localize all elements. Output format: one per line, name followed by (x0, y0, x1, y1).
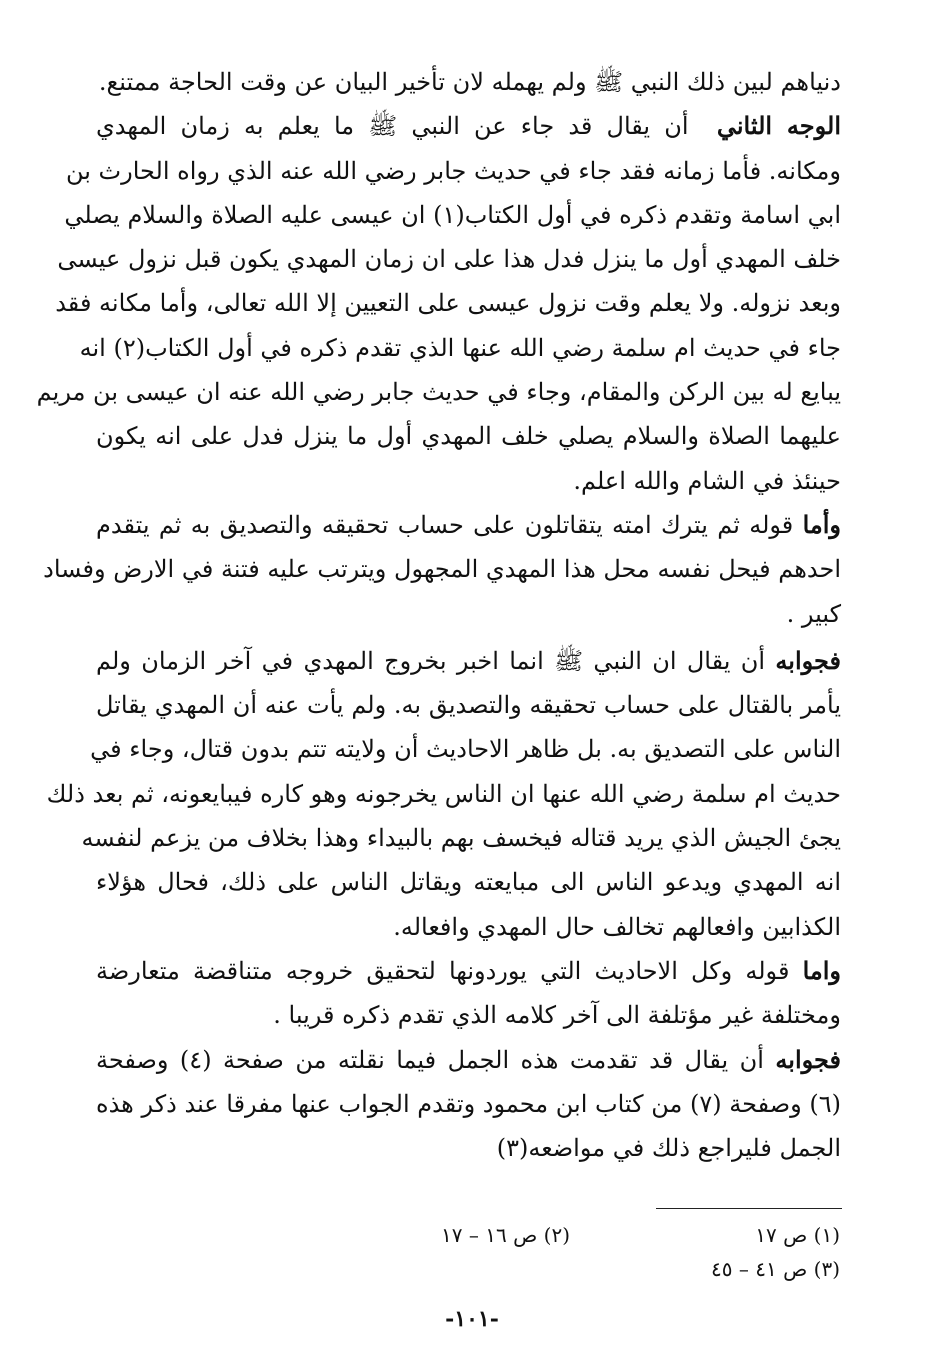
text-line: انه المهدي ويدعو الناس الى مبايعته ويقاتل الناس على ذلك، فحال هؤلاء (96, 868, 841, 897)
footnote-divider (656, 1208, 842, 1209)
text-line (96, 104, 841, 148)
paragraph (96, 949, 841, 1038)
paragraph (46, 639, 841, 949)
paragraph-lead: الوجه الثاني (716, 111, 841, 141)
paragraph (43, 503, 841, 636)
text-line: كبير . (786, 599, 841, 628)
main-text (36, 60, 841, 1170)
text-line-content: أن يقال ان النبي ﷺ انما اخبر بخروج المهدي في آخر الزمان ولم (96, 646, 766, 675)
paragraph-lead: واما (802, 955, 841, 985)
text-line-content: قوله وكل الاحاديث التي يوردونها لتحقيق خروجه متناقضة متعارضة (96, 956, 790, 985)
text-line (96, 1038, 841, 1082)
text-line: خلف المهدي أول ما ينزل فدل هذا على ان زمان المهدي يكون قبل نزول عيسى (57, 245, 841, 274)
text-line: يأمر بالقتال على حساب تحقيقه والتصديق به. ولم يأت عنه أن المهدي يقاتل (96, 691, 841, 720)
paragraph-lead: وأما (802, 509, 841, 539)
text-line: حينئذ في الشام والله اعلم. (573, 466, 841, 495)
text-line: يجئ الجيش الذي يريد قتاله فيخسف بهم بالبيداء وهذا بخلاف من يزعم لنفسه (81, 824, 841, 853)
paragraph-lead: فجوابه (775, 1044, 841, 1074)
text-line: حديث ام سلمة رضي الله عنها ان الناس يخرجونه وهو كاره فيبايعونه، ثم بعد ذلك (46, 779, 841, 808)
text-line-content: قوله ثم يترك امته يتقاتلون على حساب تحقيقه والتصديق به ثم يتقدم (96, 510, 794, 539)
paragraph-lead: فجوابه (775, 645, 841, 675)
text-line (96, 949, 841, 993)
text-line: ومختلفة غير مؤتلفة الى آخر كلامه الذي تقدم ذكره قريبا . (273, 1001, 841, 1030)
paragraph (36, 104, 841, 503)
footnotes (300, 1218, 840, 1286)
footnote-row (300, 1218, 840, 1252)
text-line (96, 639, 841, 683)
page-number: -١٠١- (445, 1306, 499, 1332)
footnote-2: (٢) ص ١٦ – ١٧ (441, 1223, 570, 1247)
text-line: ومكانه. فأما زمانه فقد جاء في حديث جابر رضي الله عنه الذي رواه الحارث بن (65, 156, 841, 185)
paragraph (96, 60, 841, 104)
text-line: ابي اسامة وتقدم ذكره في أول الكتاب(١) ان عيسى عليه الصلاة والسلام يصلي (64, 200, 841, 229)
text-line: جاء في حديث ام سلمة رضي الله عنها الذي تقدم ذكره في أول الكتاب(٢) انه (79, 333, 841, 362)
text-line: (٦) وصفحة (٧) من كتاب ابن محمود وتقدم الجواب عنها مفرقا عند ذكر هذه (96, 1089, 841, 1118)
text-line-content: أن يقال قد تقدمت هذه الجمل فيما نقلته من صفحة (٤) وصفحة (96, 1045, 764, 1074)
text-line: الكذابين وافعالهم تخالف حال المهدي وافعاله. (393, 912, 841, 941)
footnote-1: (١) ص ١٧ (755, 1223, 840, 1247)
text-line (96, 503, 841, 547)
text-line: الناس على التصديق به. بل ظاهر الاحاديث أن ولايته تتم بدون قتال، وجاء في (90, 735, 841, 764)
footnote-3: (٣) ص ٤١ – ٤٥ (711, 1257, 840, 1281)
paragraph (96, 1038, 841, 1171)
text-line: وبعد نزوله. ولا يعلم وقت نزول عيسى على التعيين إلا الله تعالى، وأما مكانه فقد (55, 289, 841, 318)
footnote-row (300, 1252, 840, 1286)
text-line: يبايع له بين الركن والمقام، وجاء في حديث جابر رضي الله عنه ان عيسى بن مريم (36, 378, 841, 407)
text-line: دنياهم لبين ذلك النبي ﷺ ولم يهمله لان تأخير البيان عن وقت الحاجة ممتنع. (98, 68, 841, 96)
text-line: الجمل فليراجع ذلك في مواضعه(٣) (496, 1134, 841, 1163)
text-line-content: أن يقال قد جاء عن النبي ﷺ ما يعلم به زمان المهدي (96, 112, 689, 141)
text-line: احدهم فيحل نفسه محل هذا المهدي المجهول ويترتب عليه فتنة في الارض وفساد (43, 555, 841, 584)
text-line: عليهما الصلاة والسلام يصلي خلف المهدي أول ما ينزل فدل على انه يكون (96, 422, 841, 451)
